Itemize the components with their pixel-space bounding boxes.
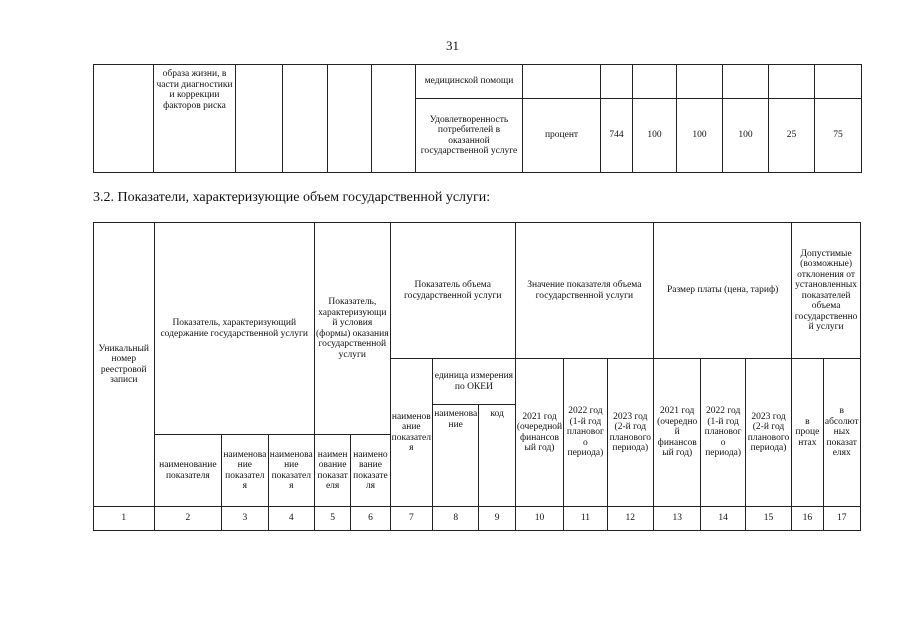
column-number: 12	[607, 507, 653, 531]
column-number: 11	[564, 507, 607, 531]
cell-empty	[328, 65, 372, 173]
cell-empty	[523, 65, 601, 99]
header-deviation-abs: в абсолютных показателях	[823, 359, 861, 507]
header-value: Значение показателя объема государственной услуги	[515, 223, 653, 359]
header-price-2021: 2021 год (очередной финансовый год)	[654, 359, 701, 507]
cell-empty	[236, 65, 283, 173]
cell-empty	[283, 65, 328, 173]
cell-deviation-percent: 25	[769, 99, 815, 173]
header-volume: Показатель объема государственной услуги	[390, 223, 515, 359]
column-number: 6	[351, 507, 390, 531]
header-value-2023: 2023 год (2-й год планового периода)	[607, 359, 653, 507]
header-price-2023: 2023 год (2-й год планового периода)	[745, 359, 791, 507]
header-value-2022: 2022 год (1-й год планового периода)	[564, 359, 607, 507]
cell-empty	[633, 65, 677, 99]
column-number: 4	[268, 507, 314, 531]
header-conditions: Показатель, характеризующий условия (формы) оказания государственной услуги	[314, 223, 390, 435]
page-number: 31	[446, 38, 459, 53]
header-price-2022: 2022 год (1-й год планового периода)	[701, 359, 745, 507]
volume-indicators-table	[93, 222, 861, 531]
cell-deviation-abs: 75	[815, 99, 862, 173]
cell-empty	[769, 65, 815, 99]
section-heading: 3.2. Показатели, характеризующие объем государственной услуги:	[93, 190, 491, 205]
header-condition-name-1: наименование показателя	[314, 435, 350, 507]
continued-table	[93, 64, 862, 173]
column-number: 2	[154, 507, 222, 531]
cell-empty	[601, 65, 633, 99]
cell-empty	[723, 65, 769, 99]
header-condition-name-2: наименование показателя	[351, 435, 390, 507]
column-number: 13	[654, 507, 701, 531]
column-number: 9	[479, 507, 515, 531]
column-number: 8	[433, 507, 479, 531]
cell-indicator-name: Удовлетворенность потребителей в оказанной государственной услуге	[416, 99, 523, 173]
header-value-2021: 2021 год (очередной финансовый год)	[515, 359, 563, 507]
column-number: 14	[701, 507, 745, 531]
column-number: 5	[314, 507, 350, 531]
cell-value-2022: 100	[677, 99, 723, 173]
header-price: Размер платы (цена, тариф)	[654, 223, 792, 359]
cell-unit: процент	[523, 99, 601, 173]
header-content-name-3: наименование показателя	[268, 435, 314, 507]
column-number: 3	[222, 507, 268, 531]
cell-empty	[815, 65, 862, 99]
column-number: 7	[390, 507, 432, 531]
cell-empty	[372, 65, 416, 173]
header-volume-name: наименование показателя	[390, 359, 432, 507]
column-number: 1	[94, 507, 155, 531]
cell-empty	[677, 65, 723, 99]
header-okei: единица измерения по ОКЕИ	[433, 359, 516, 405]
column-number: 16	[792, 507, 823, 531]
header-unique-number: Уникальный номер реестровой записи	[94, 223, 155, 507]
header-okei-name: наименование	[433, 405, 479, 507]
cell-empty	[94, 65, 154, 173]
cell-content-text: образа жизни, в части диагностики и коррекции факторов риска	[154, 65, 236, 173]
header-content-name-2: наименование показателя	[222, 435, 268, 507]
cell-code: 744	[601, 99, 633, 173]
column-number: 15	[745, 507, 791, 531]
column-number: 17	[823, 507, 861, 531]
header-deviation: Допустимые (возможные) отклонения от установленных показателей объема государственной услуги	[792, 223, 861, 359]
cell-value-2021: 100	[633, 99, 677, 173]
header-okei-code: код	[479, 405, 515, 507]
header-deviation-percent: в процентах	[792, 359, 823, 507]
header-content-name-1: наименование показателя	[154, 435, 222, 507]
cell-name-continued: медицинской помощи	[416, 65, 523, 99]
cell-value-2023: 100	[723, 99, 769, 173]
header-content: Показатель, характеризующий содержание государственной услуги	[154, 223, 314, 435]
column-number: 10	[515, 507, 563, 531]
